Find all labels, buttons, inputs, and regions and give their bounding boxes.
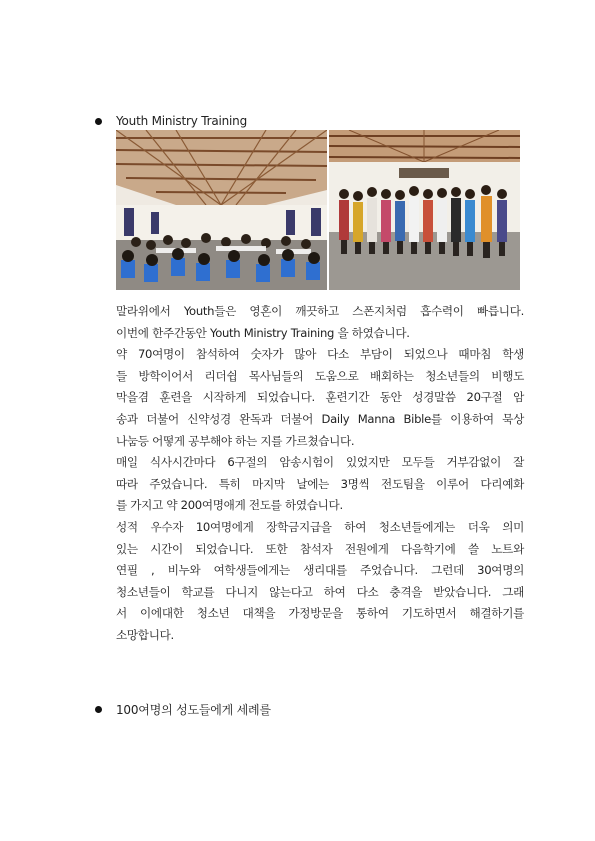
paragraph-line: 소망합니다. [116,627,174,642]
section1-heading [95,114,247,128]
paragraph-line: 이번에 한주간동안 Youth Ministry Training 을 하였습니다. [116,325,410,340]
paragraph-line: 매일 식사시간마다 6구절의 암송시험이 있었지만 모두들 거부감없이 잘 [116,455,524,470]
paragraph-line: 있는 시간이 되었습니다. 또한 참석자 전원에게 다음학기에 쓸 노트와 [116,541,524,556]
section1-body [116,301,524,647]
paragraph-line: 들 방학이어서 리더쉽 목사님들의 도움으로 배회하는 청소년들의 비행도 [116,368,524,383]
group-photo [329,130,520,290]
section2-title: 100여명의 성도들에게 세례를 [116,703,271,717]
classroom-photo [116,130,327,290]
bullet-icon [95,706,102,713]
paragraph-line: 청소년들이 학교를 다니지 않는다고 하여 다소 충격을 받았습니다. 그래 [116,584,524,599]
paragraph-line: 서 이에대한 청소년 대책을 가정방문을 통하여 기도하면서 해결하기를 [116,606,524,621]
paragraph-line: 막을겸 훈련을 시작하게 되었습니다. 훈련기간 동안 성경말씀 20구절 암 [116,390,524,405]
paragraph-line: 를 가지고 약 200여명애게 전도를 하였습니다. [116,498,343,513]
bullet-icon [95,118,102,125]
paragraph-line: 약 70여명이 참석하여 숫자가 많아 다소 부담이 되었으나 때마침 학생 [116,347,524,362]
paragraph-line: 말라위에서 Youth들은 영혼이 깨끗하고 스폰지처럼 흡수력이 빠릅니다. [116,304,524,318]
paragraph-line: 나눔등 어떻게 공부해야 하는 지를 가르쳤습니다. [116,433,355,448]
paragraph-line: 성적 우수자 10여명에게 장학금지급을 하여 청소년들에게는 더욱 의미 [116,519,524,534]
paragraph-line: 따라 주었습니다. 특히 마지막 날에는 3명씩 전도팀을 이루어 다리예화 [116,476,524,491]
paragraph-line: 송과 더불어 신약성경 완독과 더불어 Daily Manna Bible를 이용하여 묵상 [116,411,524,426]
section2-heading [95,701,271,718]
section1-title: Youth Ministry Training [116,114,247,128]
paragraph-line: 연필 , 비누와 여학생들에게는 생리대를 주었습니다. 그런데 30여명의 [116,563,524,578]
